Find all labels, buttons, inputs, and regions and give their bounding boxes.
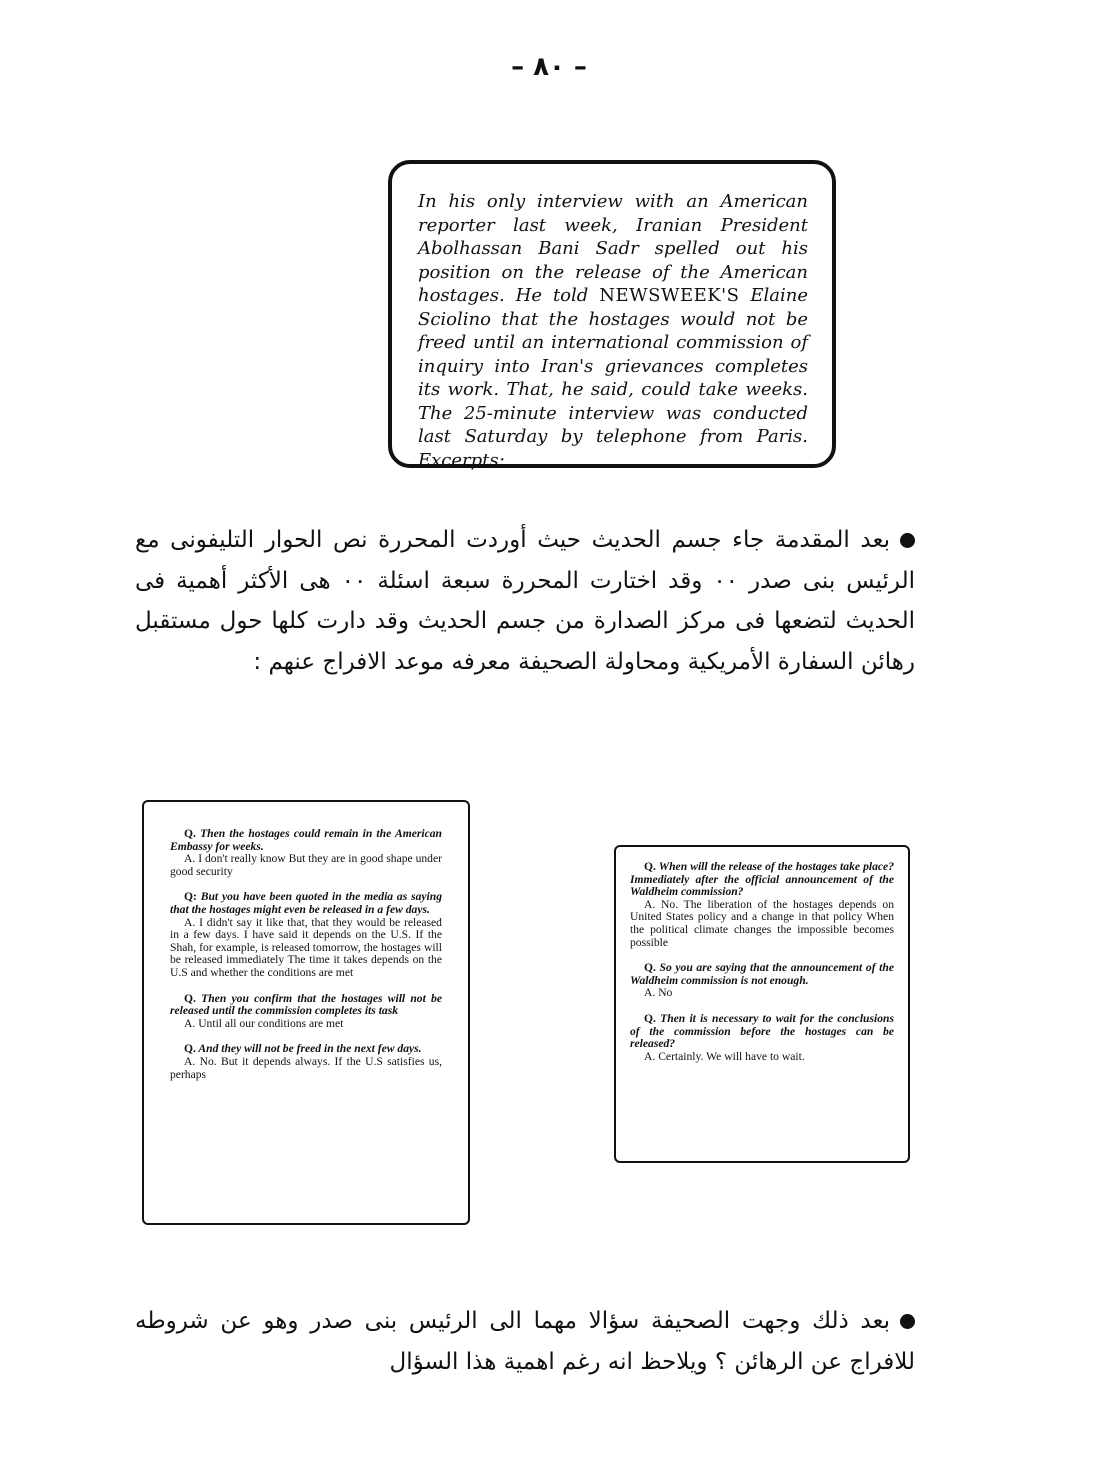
arabic-paragraph-1-text: بعد المقدمة جاء جسم الحديث حيث أوردت المحررة نص الحوار التليفونى مع الرئيس بنى صدر ٠٠ وقد اختارت المحررة سبعة اسئلة ٠٠ هى الأكثر أهمية فى الحديث لتضعها فى مركز الصدارة من جسم الحديث وقد دارت كلها حول مستقبل رهائن السفارة الأمريكية ومحاولة الصحيفة معرفه موعد الافراج عنهم : (135, 527, 915, 675)
qa-item (170, 828, 442, 878)
qa-box-left (142, 800, 470, 1225)
answer: A. I didn't say it like that, that they would be released in a few days. I have said it depends on the U.S. If the Shah, for example, is released tomorrow, the hostages will be released immediately The time it takes depends on the U.S and whether the conditions are met (170, 915, 442, 979)
answer: A. No (644, 986, 673, 1000)
page-number: – ٨٠ – (511, 52, 587, 82)
qa-box-right (614, 845, 910, 1163)
qa-item (170, 891, 442, 979)
question: Q. Then it is necessary to wait for the conclusions of the commission before the hostages can be released? (630, 1011, 894, 1051)
answer: A. I don't really know But they are in good shape under good security (170, 852, 442, 878)
question: Q. And they will not be freed in the next few days. (184, 1042, 422, 1056)
question: Q. So you are saying that the announcement of the Waldheim commission is not enough. (630, 961, 894, 987)
answer: A. No. The liberation of the hostages depends on United States policy and a change in that policy When the political climate changes the impossible becomes possible (630, 897, 894, 949)
arabic-paragraph-1 (135, 520, 915, 682)
arabic-paragraph-2 (135, 1301, 915, 1382)
intro-box (388, 160, 836, 471)
question: Q: But you have been quoted in the media as saying that the hostages might even be released in a few days. (170, 890, 442, 916)
qa-item (630, 962, 894, 1000)
arabic-paragraph-2-text: بعد ذلك وجهت الصحيفة سؤالا مهما الى الرئيس بنى صدر وهو عن شروطه للافراج عن الرهائن ؟ ويلاحظ انه رغم اهمية هذا السؤال (135, 1308, 915, 1375)
intro-text-end: Elaine Sciolino that the hostages would not be freed until an international commission of inquiry into Iran's grievances completes its work. That, he said, could take weeks. The 25-minute interview was conducted last Saturday by telephone from Paris. Excerpts: (418, 285, 808, 471)
answer: A. No. But it depends always. If the U.S satisfies us, perhaps (170, 1054, 442, 1081)
bullet-icon (900, 533, 915, 548)
question: Q. When will the release of the hostages take place? Immediately after the official announcement of the Waldheim commission? (630, 860, 894, 899)
intro-text-start: In his only interview with an American reporter last week, Iranian President Abolhassan Bani Sadr spelled out his position on the release of the American hostages. He told (418, 191, 808, 306)
qa-item (630, 1013, 894, 1063)
newsweek-brand: NEWSWEEK'S (599, 285, 740, 306)
question: Q. Then the hostages could remain in the American Embassy for weeks. (170, 827, 442, 853)
qa-item (170, 1043, 442, 1081)
question: Q. Then you confirm that the hostages will not be released until the commission completes its task (170, 991, 442, 1018)
qa-item (630, 861, 894, 949)
qa-item (170, 993, 442, 1031)
answer: A. Certainly. We will have to wait. (644, 1049, 805, 1063)
bullet-icon (900, 1314, 915, 1329)
answer: A. Until all our conditions are met (184, 1016, 344, 1030)
